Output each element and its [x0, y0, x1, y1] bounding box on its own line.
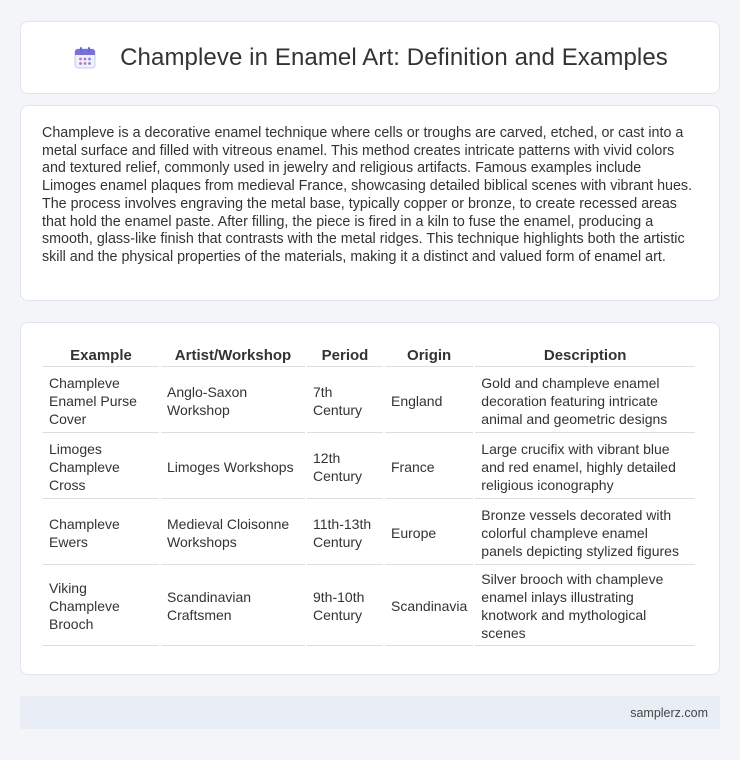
cell-period: 12th Century	[307, 435, 383, 499]
cell-artist: Scandinavian Craftsmen	[161, 567, 305, 646]
header-description: Description	[475, 345, 695, 367]
cell-artist: Anglo-Saxon Workshop	[161, 369, 305, 433]
table-row	[43, 435, 695, 499]
cell-period: 11th-13th Century	[307, 501, 383, 565]
cell-example: Viking Champleve Brooch	[43, 567, 159, 646]
cell-artist: Limoges Workshops	[161, 435, 305, 499]
footer-site-link[interactable]: samplerz.com	[630, 705, 708, 720]
page-title: Champleve in Enamel Art: Definition and Examples	[120, 43, 668, 71]
table-card	[20, 322, 720, 675]
table-row	[43, 501, 695, 565]
header-origin: Origin	[385, 345, 473, 367]
cell-example: Limoges Champleve Cross	[43, 435, 159, 499]
description-text: Champleve is a decorative enamel technique where cells or troughs are carved, etched, or cast into a metal surface and filled with vitreous enamel. This method creates intricate patterns with vivid colors and textured relief, commonly used in jewelry and religious artifacts. Famous examples include Limoges enamel plaques from medieval France, showcasing detailed biblical scenes with vibrant hues. The process involves engraving the metal base, typically copper or bronze, to create recessed areas that hold the enamel paste. After filling, the piece is fired in a kiln to fuse the enamel, producing a smooth, glass-like finish that contrasts with the metal ridges. This technique highlights both the artistic skill and the physical properties of the materials, making it a distinct and valued form of enamel art.	[42, 125, 693, 265]
cell-origin: Europe	[385, 501, 473, 565]
examples-table	[41, 343, 697, 648]
header-artist-workshop: Artist/Workshop	[161, 345, 305, 367]
calendar-icon	[72, 45, 98, 71]
cell-description: Large crucifix with vibrant blue and red enamel, highly detailed religious iconography	[475, 435, 695, 499]
cell-origin: England	[385, 369, 473, 433]
cell-period: 9th-10th Century	[307, 567, 383, 646]
cell-period: 7th Century	[307, 369, 383, 433]
header-period: Period	[307, 345, 383, 367]
table-row	[43, 567, 695, 646]
header-example: Example	[43, 345, 159, 367]
cell-origin: France	[385, 435, 473, 499]
cell-description: Gold and champleve enamel decoration featuring intricate animal and geometric designs	[475, 369, 695, 433]
cell-example: Champleve Ewers	[43, 501, 159, 565]
title-card	[20, 21, 720, 94]
cell-example: Champleve Enamel Purse Cover	[43, 369, 159, 433]
description-card	[20, 105, 720, 301]
cell-artist: Medieval Cloisonne Workshops	[161, 501, 305, 565]
footer	[20, 696, 720, 729]
cell-description: Silver brooch with champleve enamel inlays illustrating knotwork and mythological scenes	[475, 567, 695, 646]
table-header-row	[43, 345, 695, 367]
table-row	[43, 369, 695, 433]
cell-origin: Scandinavia	[385, 567, 473, 646]
cell-description: Bronze vessels decorated with colorful champleve enamel panels depicting stylized figures	[475, 501, 695, 565]
